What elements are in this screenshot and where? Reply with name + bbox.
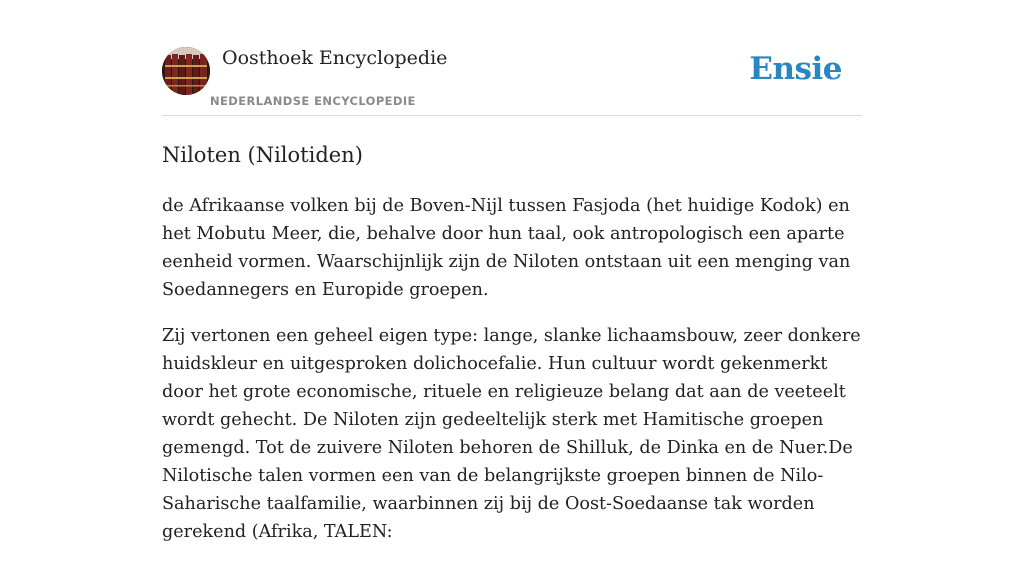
entry-paragraph: Zij vertonen een geheel eigen type: lange, slanke lichaamsbouw, zeer donkere huidskleur en uitgesproken dolichocefalie. Hun cultuur wordt gekenmerkt door het grote economische, rituele en religieuze belang dat aan de veeteelt wordt gehecht. De Niloten zijn gedeeltelijk sterk met Hamitische groepen gemengd. Tot de zuivere Niloten behoren de Shilluk, de Dinka en de Nuer.De Nilotische talen vormen een van de belangrijkste groepen binnen de Nilo-Saharische taalfamilie, waarbinnen zij bij de Oost-Soedaanse tak worden gerekend (Afrika, TALEN: xyxy=(162,326,861,542)
book-spines-icon xyxy=(162,47,210,95)
site-subtitle: NEDERLANDSE ENCYCLOPEDIE xyxy=(210,94,416,108)
site-avatar[interactable] xyxy=(162,47,210,95)
site-title[interactable]: Oosthoek Encyclopedie xyxy=(222,47,448,69)
brand-logo[interactable]: Ensie xyxy=(749,51,842,87)
entry-title: Niloten (Nilotiden) xyxy=(162,143,363,167)
page xyxy=(162,0,862,542)
entry-body xyxy=(162,192,862,564)
entry-paragraph: de Afrikaanse volken bij de Boven-Nijl tussen Fasjoda (het huidige Kodok) en het Mobutu Meer, die, behalve door hun taal, ook antropologisch een aparte eenheid vormen. Waarschijnlijk zijn de Niloten ontstaan uit een menging van Soedannegers en Europide groepen. xyxy=(162,196,851,300)
site-header xyxy=(162,0,862,116)
